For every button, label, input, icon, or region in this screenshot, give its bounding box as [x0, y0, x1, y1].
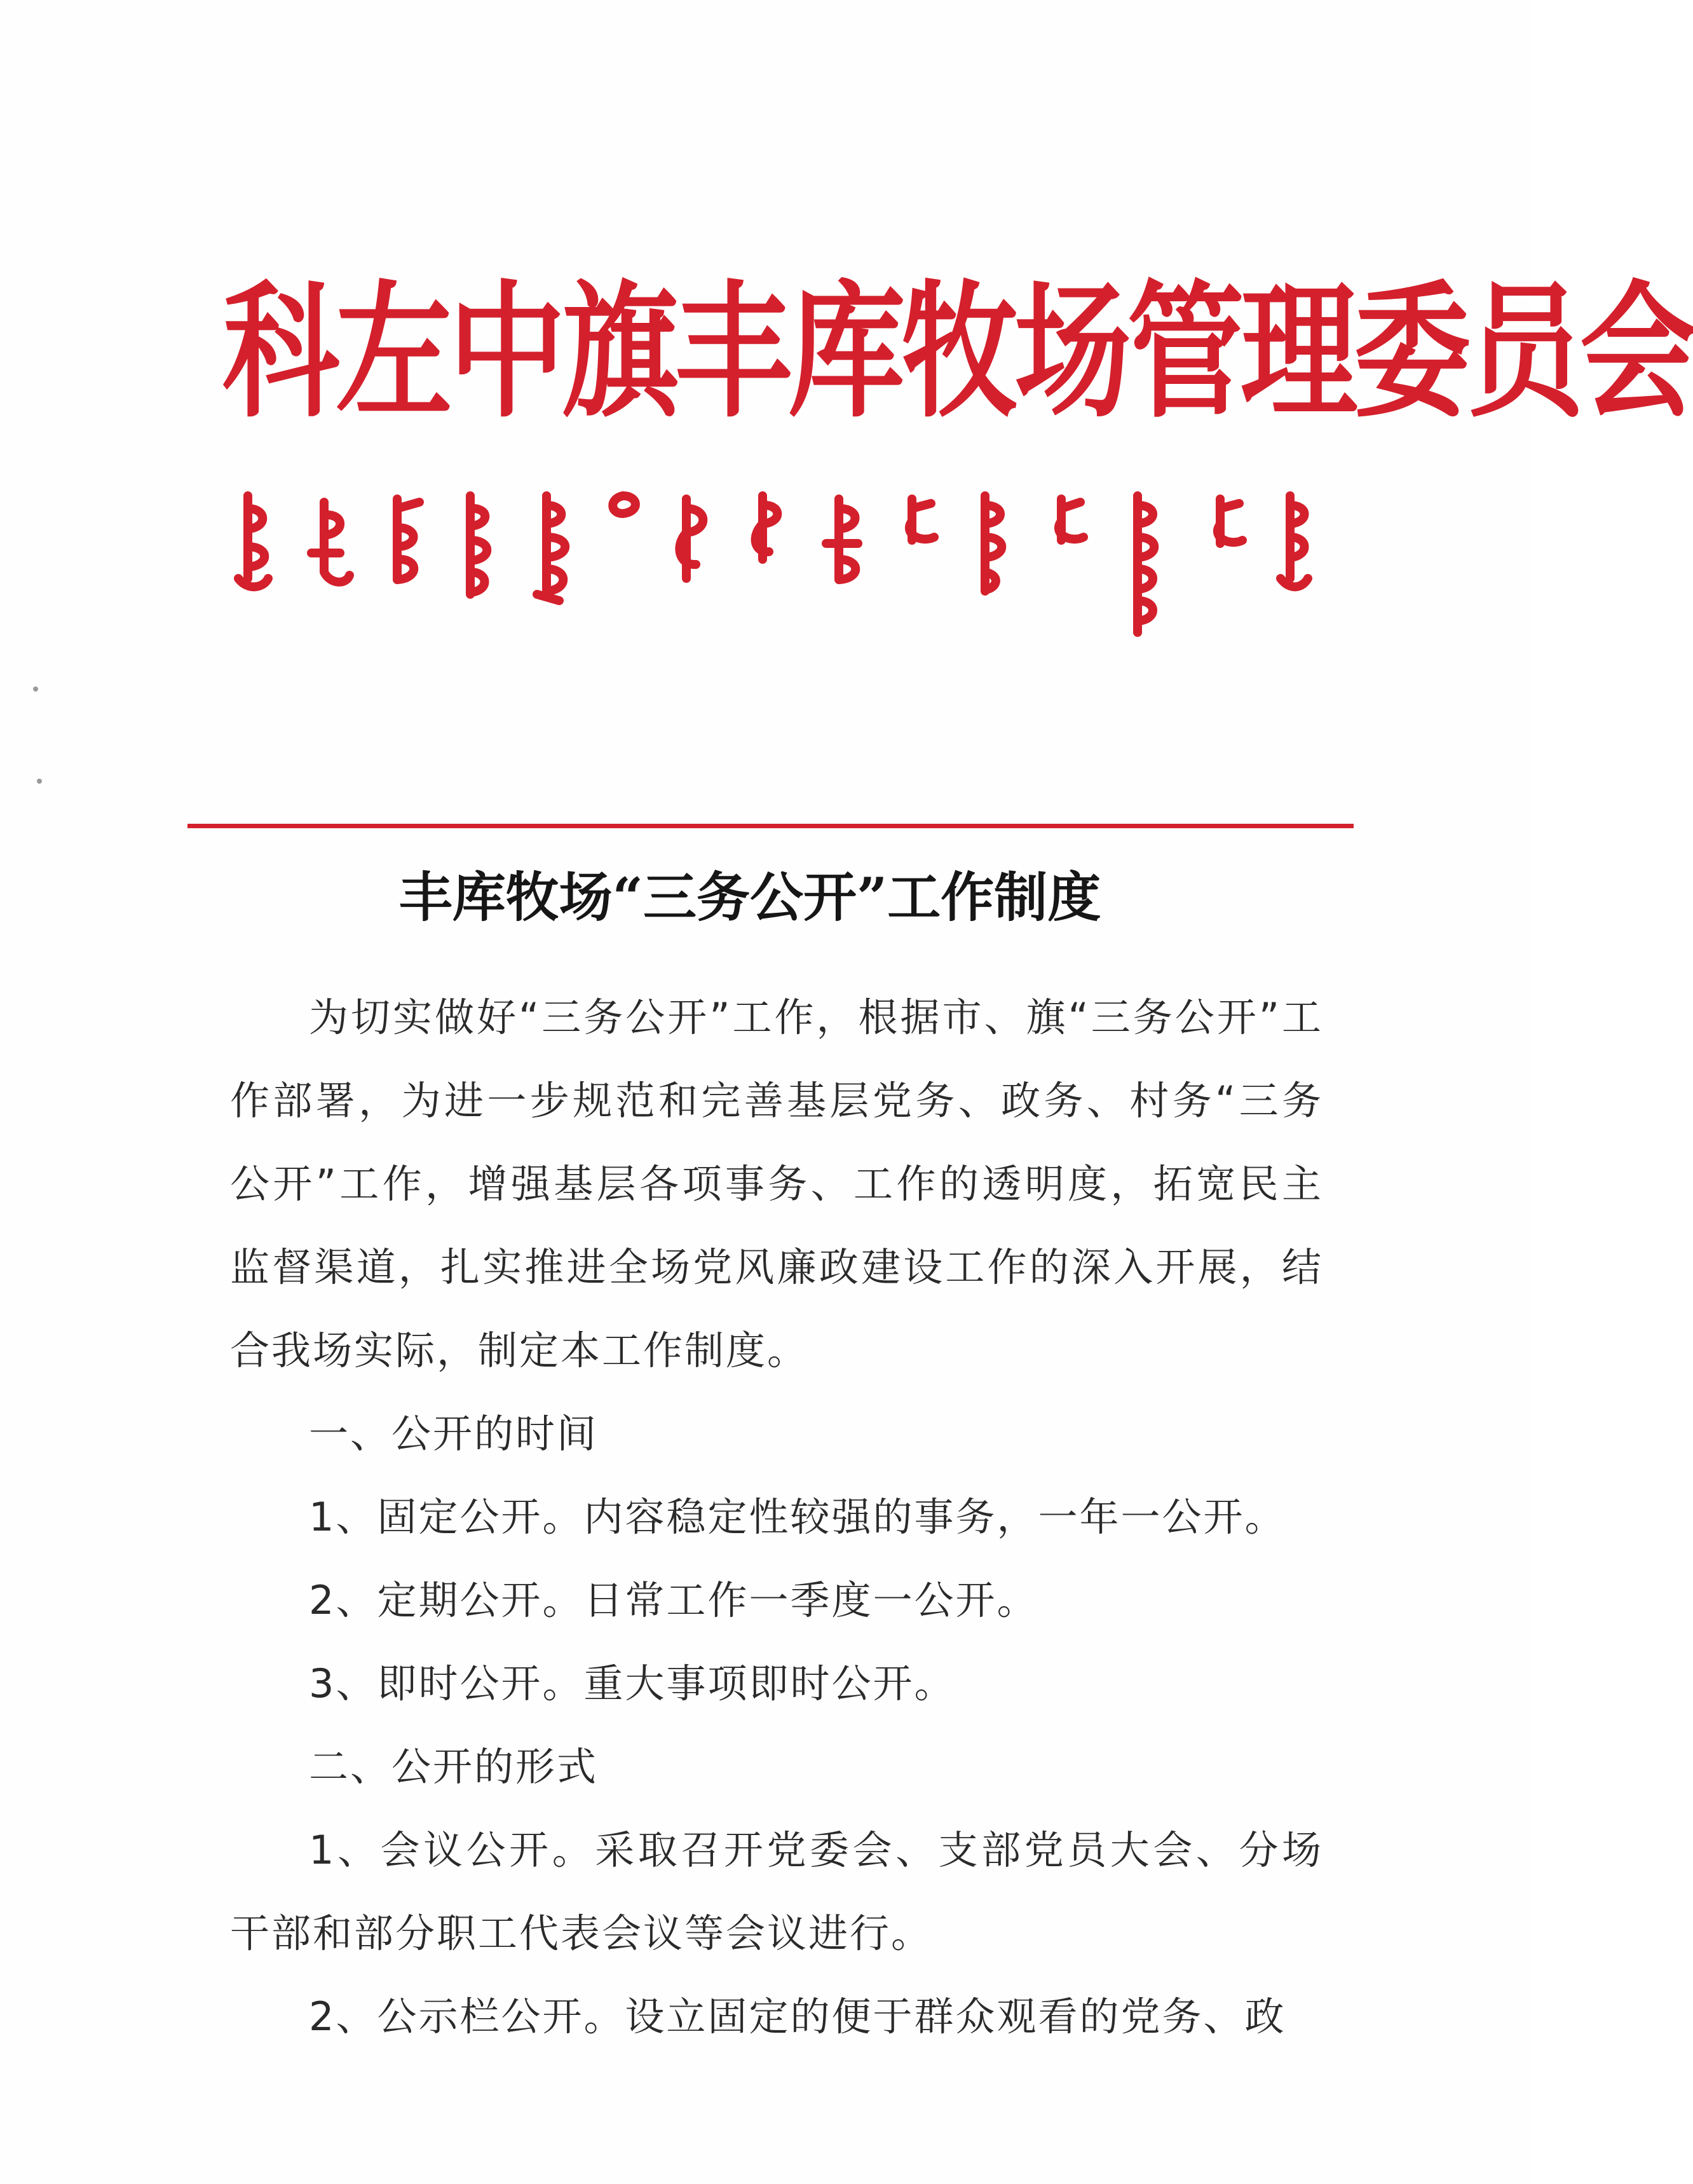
- letterhead-org-name: 科左中旗丰库牧场管理委员会: [222, 268, 1693, 438]
- document-title: 丰库牧场“三务公开”工作制度: [398, 866, 1101, 929]
- scan-speck: [37, 779, 42, 784]
- list-item: 1、固定公开。内容稳定性较强的事务，一年一公开。: [309, 1494, 1286, 1540]
- mongolian-script-title: [229, 483, 1309, 642]
- section-heading-time: 一、公开的时间: [309, 1410, 599, 1457]
- list-item: 3、即时公开。重大事项即时公开。: [309, 1660, 956, 1707]
- scan-speck: [33, 686, 38, 692]
- list-item: 2、定期公开。日常工作一季度一公开。: [309, 1577, 1038, 1623]
- intro-paragraph: 为切实做好“三务公开”工作，根据市、旗“三务公开”工作部署，为进一步规范和完善基层党务、政务、村务“三务公开”工作，增强基层各项事务、工作的透明度，拓宽民主监督渠道，扎实推进全场党风廉政建设工作的深入开展，结合我场实际，制定本工作制度。: [230, 994, 1323, 1374]
- list-item: 2、公示栏公开。设立固定的便于群众观看的党务、政: [309, 1993, 1286, 2040]
- letterhead-divider: [187, 824, 1354, 828]
- list-item: 1、会议公开。采取召开党委会、支部党员大会、分场干部和部分职工代表会议等会议进行。: [230, 1827, 1323, 1956]
- document-body: [230, 976, 1323, 2058]
- section-heading-form: 二、公开的形式: [309, 1744, 599, 1790]
